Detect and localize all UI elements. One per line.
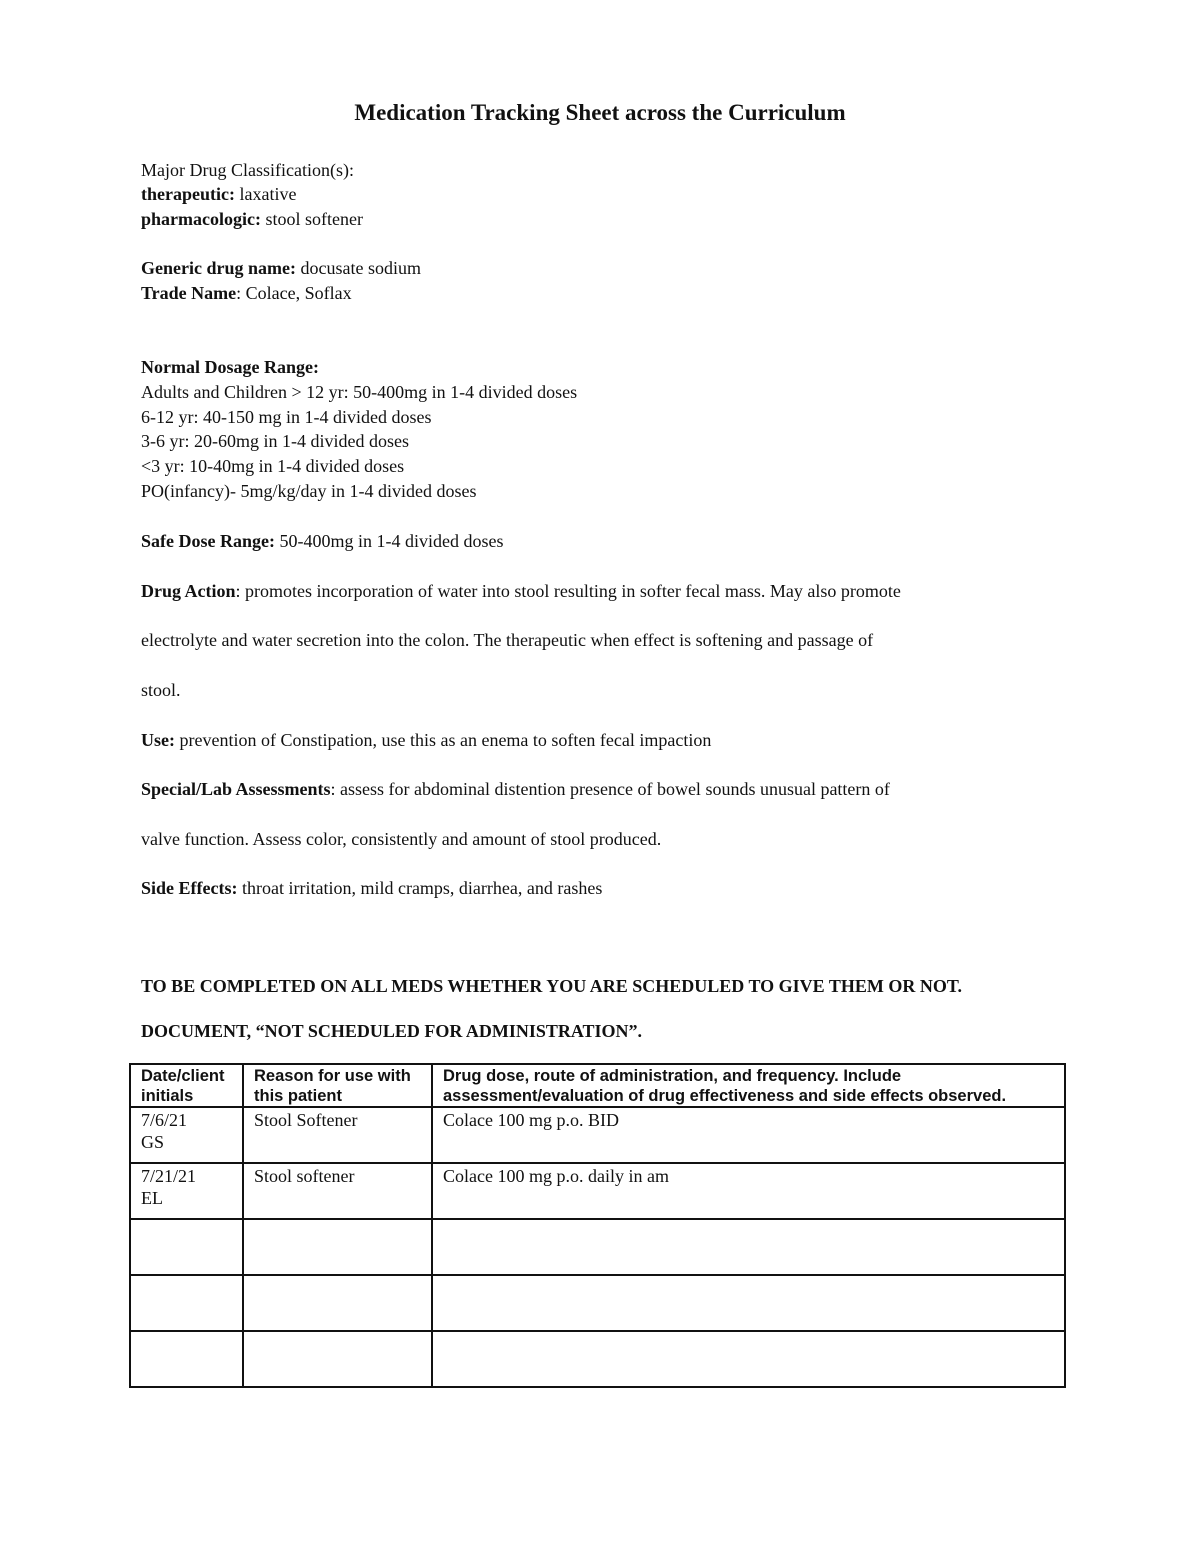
drug-action-line xyxy=(141,580,901,602)
dosage-line: <3 yr: 10-40mg in 1-4 divided doses xyxy=(141,456,405,476)
special-lab-text: valve function. Assess color, consistently and amount of stool produced. xyxy=(141,829,662,849)
generic-name-value: docusate sodium xyxy=(295,258,421,278)
reason-value: Stool softener xyxy=(254,1166,355,1186)
reason-cell[interactable] xyxy=(243,1163,432,1219)
safe-dose-line xyxy=(141,530,503,552)
header-dose-route xyxy=(432,1064,1065,1107)
table-row xyxy=(130,1107,1065,1163)
special-lab-line xyxy=(141,778,890,800)
dosage-heading: Normal Dosage Range: xyxy=(141,357,319,377)
pharmacologic-value: stool softener xyxy=(260,209,363,229)
dosage-line: PO(infancy)- 5mg/kg/day in 1-4 divided doses xyxy=(141,481,477,501)
use-value: prevention of Constipation, use this as an enema to soften fecal impaction xyxy=(175,730,712,750)
page-title: Medication Tracking Sheet across the Curriculum xyxy=(354,100,846,125)
dose-cell[interactable] xyxy=(432,1219,1065,1275)
reason-cell[interactable] xyxy=(243,1107,432,1163)
header-text: Date/client xyxy=(141,1067,225,1085)
therapeutic-line xyxy=(141,183,296,205)
reason-cell[interactable] xyxy=(243,1275,432,1331)
header-text: Drug dose, route of administration, and frequency. Include xyxy=(443,1067,902,1085)
dose-cell[interactable] xyxy=(432,1275,1065,1331)
generic-name-label: Generic drug name: xyxy=(141,258,296,278)
table-row xyxy=(130,1275,1065,1331)
drug-action-label: Drug Action xyxy=(141,581,236,601)
initials-value: GS xyxy=(141,1132,165,1152)
dosage-line: Adults and Children > 12 yr: 50-400mg in 1-4 divided doses xyxy=(141,382,578,402)
pharmacologic-label: pharmacologic: xyxy=(141,209,261,229)
date-initials-cell[interactable] xyxy=(130,1219,243,1275)
dosage-line: 6-12 yr: 40-150 mg in 1-4 divided doses xyxy=(141,407,432,427)
header-date-initials xyxy=(130,1064,243,1107)
header-text: assessment/evaluation of drug effectiveness and side effects observed. xyxy=(443,1087,1007,1105)
generic-name-line xyxy=(141,257,421,279)
date-initials-cell[interactable] xyxy=(130,1107,243,1163)
header-text: this patient xyxy=(254,1087,343,1105)
dose-value: Colace 100 mg p.o. daily in am xyxy=(443,1166,669,1186)
trade-name-line xyxy=(141,282,352,304)
side-effects-label: Side Effects: xyxy=(141,878,238,898)
side-effects-value: throat irritation, mild cramps, diarrhea, and rashes xyxy=(237,878,603,898)
trade-name-value: : Colace, Soflax xyxy=(236,283,352,303)
table-row xyxy=(130,1331,1065,1387)
dose-cell[interactable] xyxy=(432,1331,1065,1387)
drug-action-text: electrolyte and water secretion into the colon. The therapeutic when effect is softening and passage of xyxy=(141,630,874,650)
trade-name-label: Trade Name xyxy=(141,283,237,303)
therapeutic-value: laxative xyxy=(234,184,297,204)
instruction-line: DOCUMENT, “NOT SCHEDULED FOR ADMINISTRATION”. xyxy=(141,1021,643,1041)
pharmacologic-line xyxy=(141,208,363,230)
reason-value: Stool Softener xyxy=(254,1110,358,1130)
header-text: Reason for use with xyxy=(254,1067,411,1085)
date-initials-cell[interactable] xyxy=(130,1331,243,1387)
safe-dose-value: 50-400mg in 1-4 divided doses xyxy=(274,531,504,551)
special-lab-label: Special/Lab Assessments xyxy=(141,779,331,799)
date-initials-cell[interactable] xyxy=(130,1163,243,1219)
side-effects-line xyxy=(141,877,602,899)
therapeutic-label: therapeutic: xyxy=(141,184,235,204)
dose-cell[interactable] xyxy=(432,1163,1065,1219)
dose-value: Colace 100 mg p.o. BID xyxy=(443,1110,619,1130)
instruction-line: TO BE COMPLETED ON ALL MEDS WHETHER YOU ARE SCHEDULED TO GIVE THEM OR NOT. xyxy=(141,976,963,996)
reason-cell[interactable] xyxy=(243,1219,432,1275)
use-line xyxy=(141,729,711,751)
initials-value: EL xyxy=(141,1188,163,1208)
safe-dose-label: Safe Dose Range: xyxy=(141,531,275,551)
date-value: 7/21/21 xyxy=(141,1166,197,1186)
header-reason xyxy=(243,1064,432,1107)
table-header-row xyxy=(130,1064,1065,1107)
dose-cell[interactable] xyxy=(432,1107,1065,1163)
table-row xyxy=(130,1219,1065,1275)
use-label: Use: xyxy=(141,730,175,750)
dosage-line: 3-6 yr: 20-60mg in 1-4 divided doses xyxy=(141,431,409,451)
special-lab-text: : assess for abdominal distention presence of bowel sounds unusual pattern of xyxy=(330,779,890,799)
medication-tracking-table xyxy=(129,1063,1066,1388)
drug-action-text: stool. xyxy=(141,680,181,700)
drug-action-text: : promotes incorporation of water into stool resulting in softer fecal mass. May also promote xyxy=(235,581,901,601)
reason-cell[interactable] xyxy=(243,1331,432,1387)
date-value: 7/6/21 xyxy=(141,1110,188,1130)
table-row xyxy=(130,1163,1065,1219)
classification-heading: Major Drug Classification(s): xyxy=(141,160,354,180)
header-text: initials xyxy=(141,1087,194,1105)
date-initials-cell[interactable] xyxy=(130,1275,243,1331)
